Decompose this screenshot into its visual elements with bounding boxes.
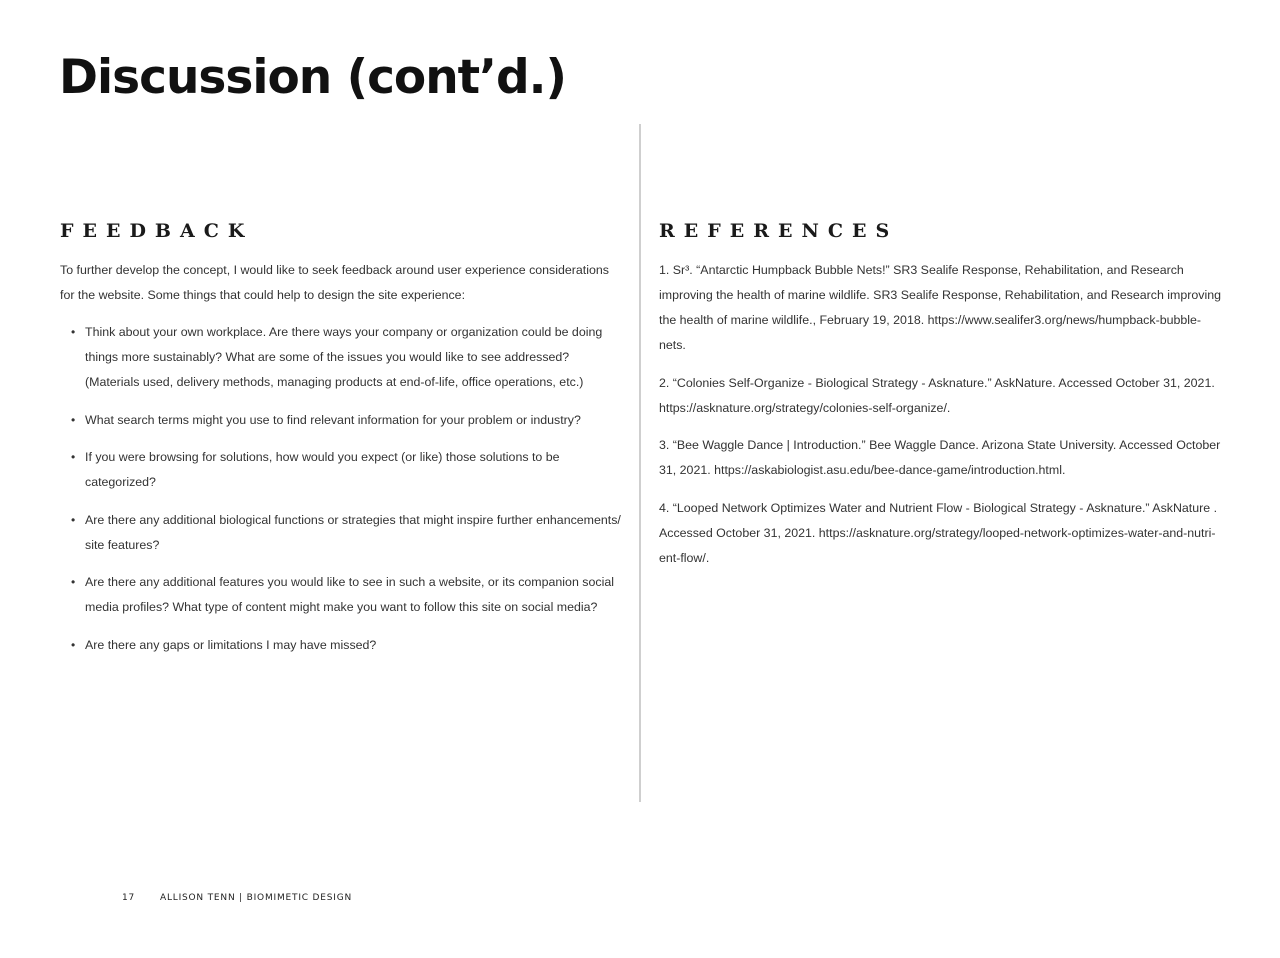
- feedback-intro: To further develop the concept, I would like to seek feedback around user experience considerations for the website. Some things that could help to design the site experience:: [60, 263, 609, 302]
- feedback-item-text: If you were browsing for solutions, how would you expect (or like) those solutions to be categorized?: [85, 450, 560, 489]
- feedback-heading: FEEDBACK: [60, 220, 254, 242]
- reference-item: 1. Sr³. “Antarctic Humpback Bubble Nets!” SR3 Sealife Response, Rehabilitation, and Research improving the health of marine wildlife. SR3 Sealife Response, Rehabilitation, and Research improving the health of marine wildlife., February 19, 2018. https://www.sealifer3.org/news/humpback-bubble-nets.: [659, 263, 1222, 352]
- feedback-section: [60, 218, 626, 670]
- references-section: [659, 218, 1224, 583]
- feedback-item-text: What search terms might you use to find relevant information for your problem or industry?: [85, 412, 581, 427]
- feedback-item: [60, 633, 626, 658]
- feedback-item-text: Are there any additional biological functions or strategies that might inspire further enhancements/ site features?: [85, 512, 621, 552]
- bullet-icon: •: [71, 325, 76, 339]
- bullet-icon: •: [71, 450, 76, 464]
- feedback-item: [60, 445, 626, 495]
- feedback-list: [60, 320, 626, 658]
- bullet-icon: •: [71, 575, 76, 589]
- bullet-icon: •: [71, 412, 76, 427]
- page-title: Discussion (cont’d.): [59, 50, 566, 105]
- feedback-item: [60, 408, 626, 433]
- page-footer: [122, 893, 352, 903]
- feedback-item-text: Are there any additional features you would like to see in such a website, or its companion social media profiles? What type of content might make you want to follow this site on social media?: [85, 575, 614, 614]
- page-number: 17: [122, 893, 136, 903]
- bullet-icon: •: [71, 637, 76, 652]
- feedback-item: [60, 570, 626, 620]
- bullet-icon: •: [71, 512, 76, 527]
- column-divider: [639, 124, 641, 802]
- reference-item: 2. “Colonies Self-Organize - Biological Strategy - Asknature.” AskNature. Accessed October 31, 2021. https://asknature.org/strategy/colonies-self-organize/.: [659, 375, 1215, 415]
- references-heading: REFERENCES: [659, 220, 899, 242]
- reference-item: 3. “Bee Waggle Dance | Introduction.” Bee Waggle Dance. Arizona State University. Accessed October 31, 2021. https://askabiologist.asu.edu/bee-dance-game/introduction.html.: [659, 438, 1221, 477]
- reference-item: 4. “Looped Network Optimizes Water and Nutrient Flow - Biological Strategy - Asknature.” AskNature . Accessed October 31, 2021. https://asknature.org/strategy/looped-network-optimizes-water-and-nutri-ent-flow/.: [659, 500, 1218, 565]
- feedback-item: [60, 320, 626, 395]
- footer-text: ALLISON TENN | BIOMIMETIC DESIGN: [160, 893, 353, 903]
- feedback-item-text: Are there any gaps or limitations I may have missed?: [85, 637, 377, 652]
- feedback-item-text: Think about your own workplace. Are there ways your company or organization could be doing things more sustainably? What are some of the issues you would like to see addressed? (Materials used, delivery methods, managing products at end-of-life, office operations, etc.): [85, 325, 603, 389]
- feedback-item: [60, 508, 626, 558]
